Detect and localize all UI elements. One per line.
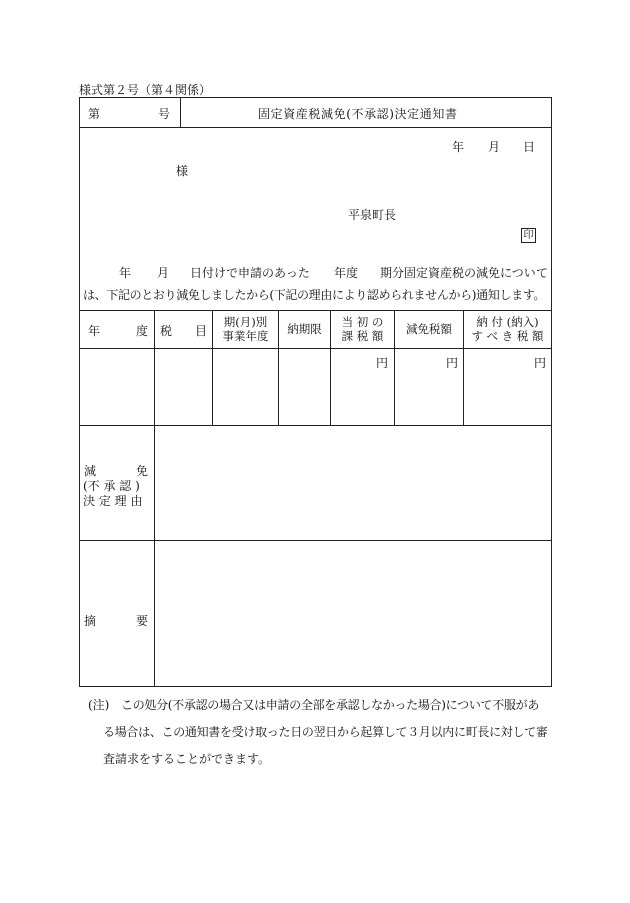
col-header-zeimoku-b: 目 [195, 324, 208, 338]
reason-label-fushonin: (不 承 認 ) [83, 479, 140, 493]
body-text-a: 日付けで申請のあった [190, 266, 310, 280]
body-text-te: て [536, 266, 549, 280]
col-header-initial-tax-line1: 当 初 の [341, 315, 384, 329]
date-year: 年 [452, 140, 465, 154]
addressee-sama: 様 [176, 164, 189, 178]
form-label: 様式第２号（第４関係） [79, 83, 212, 97]
body-text-b: 期分固定資産税の減免につい [380, 266, 536, 280]
col-header-due-date: 納期限 [287, 322, 322, 336]
body-line-2: は、下記のとおり減免しましたから(下記の理由により認められませんから)通知します。 [83, 288, 546, 302]
col-header-zeimoku-a: 税 [160, 324, 173, 338]
col-header-initial-tax [331, 315, 394, 343]
col-header-reduction: 減免税額 [406, 322, 452, 336]
reason-label-kettei: 決 定 理 由 [83, 494, 143, 508]
date-month: 月 [488, 140, 501, 154]
remarks-label-teki: 摘 [84, 614, 97, 628]
header-divider [180, 97, 181, 127]
col-line-1 [154, 310, 155, 687]
table-top [79, 310, 552, 311]
reason-label-men: 免 [136, 464, 149, 478]
body-fiscal-year: 年度 [334, 266, 359, 280]
unit-yen-payable: 円 [534, 356, 547, 370]
number-dai: 第 [88, 107, 101, 121]
note-line-1: この処分(不承認の場合又は申請の全部を承認しなかった場合)について不服があ [121, 698, 540, 712]
number-go: 号 [158, 107, 171, 121]
col-header-period [213, 315, 278, 343]
table-header-bottom [79, 348, 552, 349]
col-header-nendo-b: 度 [136, 324, 149, 338]
col-header-nendo-a: 年 [88, 324, 101, 338]
frame-right [551, 97, 552, 687]
issuer-name: 平泉町長 [348, 208, 397, 222]
reason-bottom [79, 540, 552, 541]
header-bottom [79, 127, 552, 128]
frame-top [79, 97, 552, 98]
body-month: 月 [157, 266, 170, 280]
col-header-payable-line1: 納 付 (納入) [476, 315, 539, 329]
col-header-period-line2: 事業年度 [222, 329, 269, 343]
col-header-initial-tax-line2: 課 税 額 [341, 329, 384, 343]
note-line-2: る場合は、この通知書を受け取った日の翌日から起算して３月以内に町長に対して審 [103, 725, 548, 739]
col-header-period-line1: 期(月)別 [223, 315, 268, 329]
seal-mark: 印 [521, 228, 536, 243]
document-title: 固定資産税減免(不承認)決定通知書 [258, 107, 458, 121]
frame-bottom [79, 686, 552, 687]
note-label: (注) [88, 698, 110, 712]
frame-left [79, 97, 80, 687]
note-line-3: 査請求をすることができます。 [103, 752, 271, 766]
body-year: 年 [119, 266, 132, 280]
unit-yen-reduction: 円 [446, 356, 459, 370]
col-header-payable-line2: す べ き 税 額 [471, 329, 544, 343]
unit-yen-initial: 円 [376, 356, 389, 370]
table-bottom [79, 425, 552, 426]
col-header-payable [464, 315, 551, 343]
date-day: 日 [523, 140, 536, 154]
remarks-label-you: 要 [136, 614, 149, 628]
reason-label-gen: 減 [84, 464, 97, 478]
